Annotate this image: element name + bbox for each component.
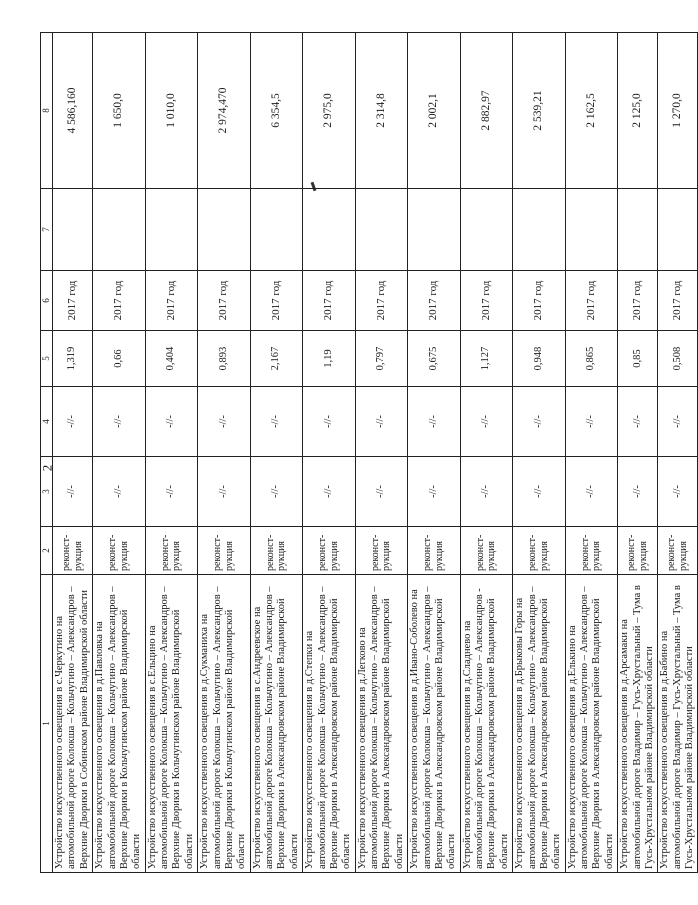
- length-cell: 0,508: [658, 330, 698, 386]
- page-number: 2: [39, 464, 55, 472]
- works-table: [40, 32, 698, 873]
- empty-cell: [460, 188, 513, 270]
- length-cell: 1,319: [53, 330, 93, 386]
- header-cell: 7: [41, 188, 53, 270]
- empty-cell: [408, 188, 461, 270]
- work-type-cell: реконст-рукция: [565, 526, 618, 574]
- table-row: [145, 32, 198, 872]
- year-cell: 2017 год: [53, 270, 93, 330]
- header-cell: 2: [41, 526, 53, 574]
- header-cell: 1: [41, 574, 53, 872]
- ditto-cell: -//-: [93, 456, 146, 526]
- header-cell: 5: [41, 330, 53, 386]
- ditto-cell: -//-: [513, 386, 566, 456]
- rotated-table-container: [40, 33, 695, 873]
- work-name-cell: Устройство искусственного освещения в д.Сукманиха на автомобильной дороге Колокша – Кольчугино – Александров – Верхние Дворики в Кольчугинском районе Владимирской области: [198, 574, 251, 872]
- empty-cell: [145, 188, 198, 270]
- year-cell: 2017 год: [460, 270, 513, 330]
- work-type-cell: реконст-рукция: [618, 526, 658, 574]
- ditto-cell: -//-: [618, 386, 658, 456]
- empty-cell: [93, 188, 146, 270]
- ditto-cell: -//-: [145, 386, 198, 456]
- year-cell: 2017 год: [93, 270, 146, 330]
- work-name-cell: Устройство искусственного освещения в д.Ивано-Соболево на автомобильной дороге Колокша – Кольчугино – Александров – Верхние Дворики в Александровском районе Владимирской области: [408, 574, 461, 872]
- work-type-cell: реконст-рукция: [408, 526, 461, 574]
- length-cell: 1,19: [303, 330, 356, 386]
- ditto-cell: -//-: [198, 456, 251, 526]
- table-row: [618, 32, 658, 872]
- table-row: [460, 32, 513, 872]
- year-cell: 2017 год: [145, 270, 198, 330]
- table-row: [198, 32, 251, 872]
- cost-cell: 1 010,0: [145, 32, 198, 188]
- ditto-cell: -//-: [250, 456, 303, 526]
- work-name-cell: Устройство искусственного освещения в с.Ельцино на автомобильной дороге Колокша – Кольчугино – Александров – Верхние Дворики в Кольчугинском районе Владимирской области: [145, 574, 198, 872]
- ditto-cell: -//-: [565, 386, 618, 456]
- length-cell: 1,127: [460, 330, 513, 386]
- work-type-cell: реконст-рукция: [53, 526, 93, 574]
- work-name-cell: Устройство искусственного освещения в д.Брыковы Горы на автомобильной дороге Колокша – Кольчугино – Александров – Верхние Дворики в Александровском районе Владимирской области: [513, 574, 566, 872]
- work-name-cell: Устройство искусственного освещения в д.Легково на автомобильной дороге Колокша – Кольчугино – Александров – Верхние Дворики в Александровском районе Владимирской области: [355, 574, 408, 872]
- table-row: [408, 32, 461, 872]
- year-cell: 2017 год: [303, 270, 356, 330]
- header-cell: 3: [41, 456, 53, 526]
- table-row: [93, 32, 146, 872]
- work-name-cell: Устройство искусственного освещения в д.Елькино на автомобильной дороге Колокша – Кольчугино – Александров – Верхние Дворики в Александровском районе Владимирской области: [565, 574, 618, 872]
- length-cell: 0,404: [145, 330, 198, 386]
- work-type-cell: реконст-рукция: [93, 526, 146, 574]
- ditto-cell: -//-: [513, 456, 566, 526]
- table-row: [513, 32, 566, 872]
- work-type-cell: реконст-рукция: [658, 526, 698, 574]
- empty-cell: [198, 188, 251, 270]
- table-row: [303, 32, 356, 872]
- year-cell: 2017 год: [250, 270, 303, 330]
- ditto-cell: -//-: [658, 386, 698, 456]
- year-cell: 2017 год: [355, 270, 408, 330]
- table-row: [250, 32, 303, 872]
- cost-cell: 2 162,5: [565, 32, 618, 188]
- ditto-cell: -//-: [355, 456, 408, 526]
- length-cell: 0,66: [93, 330, 146, 386]
- header-cell: 4: [41, 386, 53, 456]
- empty-cell: [53, 188, 93, 270]
- work-name-cell: Устройство искусственного освещения в д.Арсамаки на автомобильной дороге Владимир – Гусь-Хрустальный – Тума в Гусь-Хрустальном районе Владимирской области: [618, 574, 658, 872]
- ditto-cell: -//-: [618, 456, 658, 526]
- work-type-cell: реконст-рукция: [303, 526, 356, 574]
- work-type-cell: реконст-рукция: [513, 526, 566, 574]
- empty-cell: [618, 188, 658, 270]
- work-type-cell: реконст-рукция: [250, 526, 303, 574]
- empty-cell: [250, 188, 303, 270]
- cost-cell: 2 125,0: [618, 32, 658, 188]
- year-cell: 2017 год: [513, 270, 566, 330]
- table-row: [658, 32, 698, 872]
- length-cell: 0,893: [198, 330, 251, 386]
- length-cell: 0,675: [408, 330, 461, 386]
- cost-cell: 1 270,0: [658, 32, 698, 188]
- header-cell: 6: [41, 270, 53, 330]
- empty-cell: [355, 188, 408, 270]
- work-name-cell: Устройство искусственного освещения в д.Степки на автомобильной дороге Колокша – Кольчугино – Александров – Верхние Дворики в Александровском районе Владимирской области: [303, 574, 356, 872]
- cost-cell: 2 002,1: [408, 32, 461, 188]
- year-cell: 2017 год: [618, 270, 658, 330]
- ditto-cell: -//-: [460, 386, 513, 456]
- cost-cell: 4 586,160: [53, 32, 93, 188]
- ditto-cell: -//-: [145, 456, 198, 526]
- empty-cell: [513, 188, 566, 270]
- empty-cell: [565, 188, 618, 270]
- work-type-cell: реконст-рукция: [355, 526, 408, 574]
- year-cell: 2017 год: [408, 270, 461, 330]
- ditto-cell: -//-: [303, 456, 356, 526]
- ditto-cell: -//-: [355, 386, 408, 456]
- ditto-cell: -//-: [658, 456, 698, 526]
- year-cell: 2017 год: [658, 270, 698, 330]
- table-row: [565, 32, 618, 872]
- cost-cell: 2 975,0: [303, 32, 356, 188]
- length-cell: 0,865: [565, 330, 618, 386]
- length-cell: 0,948: [513, 330, 566, 386]
- ditto-cell: -//-: [53, 456, 93, 526]
- work-name-cell: Устройство искусственного освещения в с.Андреевское на автомобильной дороге Колокша – Кольчугино – Александров – Верхние Дворики в Александровском районе Владимирской области: [250, 574, 303, 872]
- length-cell: 2,167: [250, 330, 303, 386]
- work-type-cell: реконст-рукция: [460, 526, 513, 574]
- header-row: [41, 32, 53, 872]
- work-type-cell: реконст-рукция: [145, 526, 198, 574]
- ditto-cell: -//-: [303, 386, 356, 456]
- work-name-cell: Устройство искусственного освещения в д.Павловка на автомобильной дороге Колокша – Кольчугино – Александров – Верхние Дворики в Кольчугинском районе Владимирской области: [93, 574, 146, 872]
- table-body: [41, 32, 698, 872]
- ditto-cell: -//-: [408, 456, 461, 526]
- cost-cell: 2 974,470: [198, 32, 251, 188]
- ditto-cell: -//-: [93, 386, 146, 456]
- cost-cell: 2 314,8: [355, 32, 408, 188]
- ditto-cell: -//-: [53, 386, 93, 456]
- work-name-cell: Устройство искусственного освещения в д.Сладнево на автомобильной дороге Колокша – Кольчугино – Александров - Верхние Дворики в Александровском районе Владимирской области: [460, 574, 513, 872]
- work-type-cell: реконст-рукция: [198, 526, 251, 574]
- length-cell: 0,797: [355, 330, 408, 386]
- year-cell: 2017 год: [198, 270, 251, 330]
- ditto-cell: -//-: [408, 386, 461, 456]
- header-cell: 8: [41, 32, 53, 188]
- ditto-cell: -//-: [250, 386, 303, 456]
- work-name-cell: Устройство искусственного освещения в с.Черкутино на автомобильной дороге Колокша – Кольчугино – Александров – Верхние Дворики в Собинском районе Владимирской области: [53, 574, 93, 872]
- table-row: [53, 32, 93, 872]
- empty-cell: [303, 188, 356, 270]
- length-cell: 0,85: [618, 330, 658, 386]
- cost-cell: 1 650,0: [93, 32, 146, 188]
- ditto-cell: -//-: [198, 386, 251, 456]
- year-cell: 2017 год: [565, 270, 618, 330]
- cost-cell: 2 539,21: [513, 32, 566, 188]
- empty-cell: [658, 188, 698, 270]
- cost-cell: 6 354,5: [250, 32, 303, 188]
- ditto-cell: -//-: [460, 456, 513, 526]
- cost-cell: 2 882,97: [460, 32, 513, 188]
- table-row: [355, 32, 408, 872]
- work-name-cell: Устройство искусственного освещения в д.Бабино на автомобильной дороге Владимир – Гусь-Хрустальный – Тума в Гусь-Хрустальном районе Владимирской области: [658, 574, 698, 872]
- ditto-cell: -//-: [565, 456, 618, 526]
